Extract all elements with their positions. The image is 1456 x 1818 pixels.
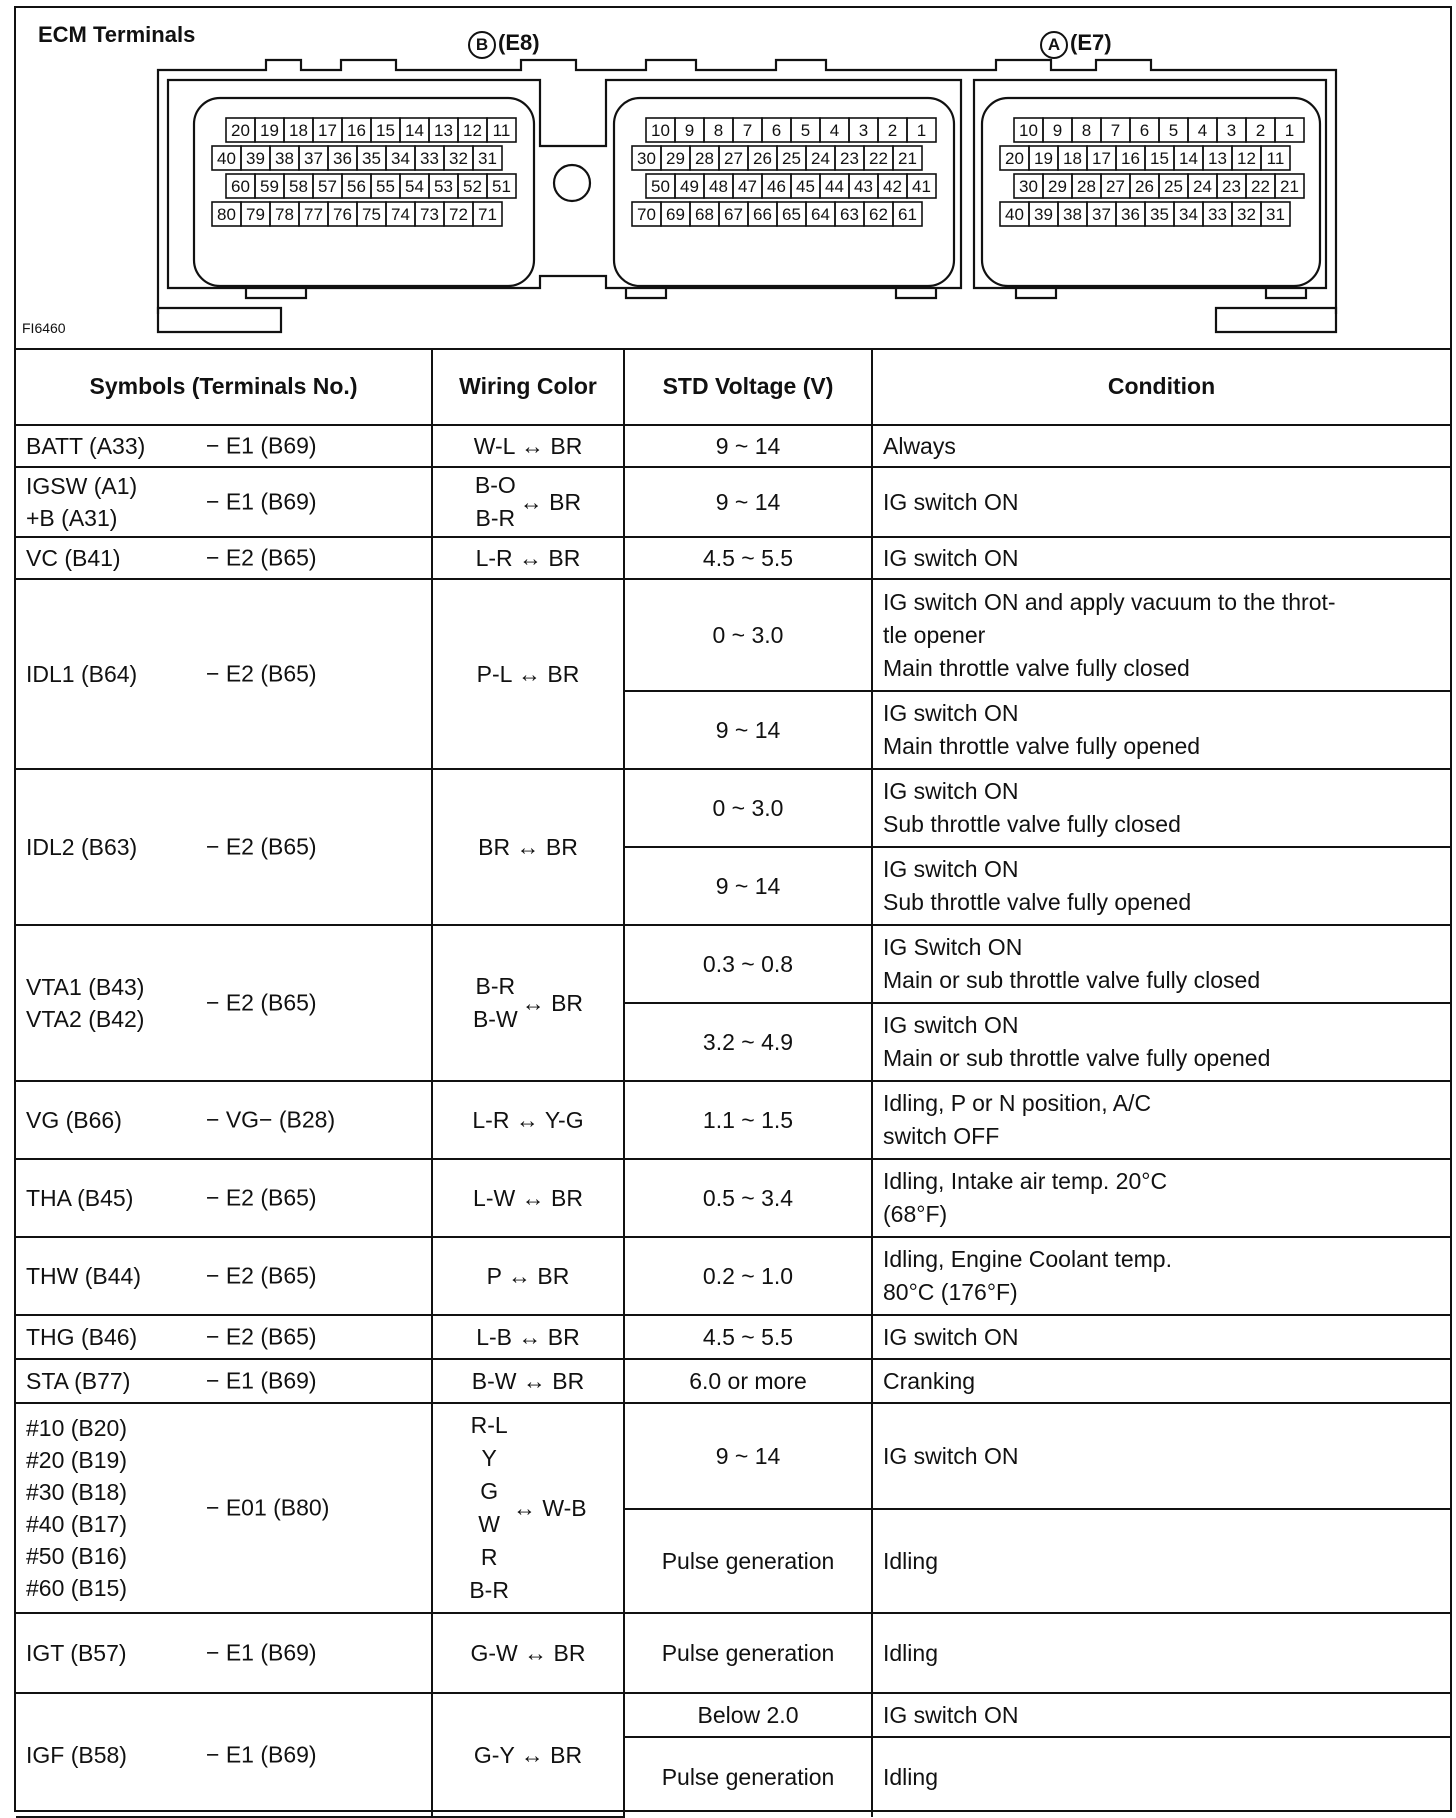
terminal-a: BATT (A33) xyxy=(26,433,146,459)
pin-label: 20 xyxy=(1005,149,1024,168)
terminal-b: − E1 (B69) xyxy=(206,1741,317,1768)
symbol-cell xyxy=(16,1159,432,1237)
voltage-cell: Below 2.0 xyxy=(624,1693,872,1737)
pin-label: 56 xyxy=(347,177,366,196)
condition-cell: Idling xyxy=(872,1509,1450,1613)
pin-label: 6 xyxy=(771,121,782,140)
voltage-cell: 1.1 ~ 1.5 xyxy=(624,1081,872,1159)
header-voltage: STD Voltage (V) xyxy=(624,348,872,425)
connector-b-code: (E8) xyxy=(498,30,540,55)
voltage-cell: 9 ~ 14 xyxy=(624,691,872,769)
connector-b-letter: B xyxy=(468,31,496,59)
table-row xyxy=(16,1693,1450,1737)
pin-label: 35 xyxy=(1150,205,1169,224)
pin-label: 74 xyxy=(391,205,410,224)
pin-label: 67 xyxy=(724,205,743,224)
wiring-cell xyxy=(432,467,624,537)
table-row xyxy=(16,1613,1450,1693)
terminal-a: IDL2 (B63) xyxy=(26,834,138,860)
table-header-row xyxy=(16,348,1450,425)
pin-label: 44 xyxy=(825,177,844,196)
wiring-cell: P-L ↔ BR xyxy=(432,579,624,769)
pin-label: 14 xyxy=(1179,149,1198,168)
voltage-cell: 9 ~ 14 xyxy=(624,467,872,537)
pin-label: 21 xyxy=(1280,177,1299,196)
wiring-cell: B-W ↔ BR xyxy=(432,1359,624,1403)
condition-cell: Cranking xyxy=(872,1359,1450,1403)
pin-label: 19 xyxy=(1034,149,1053,168)
condition-cell xyxy=(872,847,1450,925)
wire-color: B-R xyxy=(475,973,516,999)
wiring-cell xyxy=(432,1403,624,1613)
voltage-cell: 9 ~ 14 xyxy=(624,1403,872,1509)
pin-label: 61 xyxy=(898,205,917,224)
pin-label: 33 xyxy=(1208,205,1227,224)
condition-line: Main throttle valve fully closed xyxy=(883,654,1190,681)
condition-cell: IG switch ON xyxy=(872,1693,1450,1737)
condition-cell xyxy=(872,769,1450,847)
pin-label: 25 xyxy=(1164,177,1183,196)
pin-label: 1 xyxy=(1284,121,1295,140)
pin-label: 10 xyxy=(1019,121,1038,140)
table-row xyxy=(16,769,1450,847)
condition-cell xyxy=(872,1081,1450,1159)
terminal-b: − E2 (B65) xyxy=(206,544,317,571)
pin-label: 59 xyxy=(260,177,279,196)
pin-label: 52 xyxy=(463,177,482,196)
wiring-cell: G-Y ↔ BR xyxy=(432,1693,624,1817)
condition-line: IG Switch ON xyxy=(883,934,1023,960)
pin-label: 19 xyxy=(260,121,279,140)
pin-label: 38 xyxy=(1063,205,1082,224)
table-row xyxy=(16,1081,1450,1159)
terminal-a: #40 (B17) xyxy=(26,1511,128,1537)
terminal-a: IDL1 (B64) xyxy=(26,661,138,687)
pin-label: 54 xyxy=(405,177,424,196)
condition-line: tle opener xyxy=(883,621,986,648)
terminal-a: IGT (B57) xyxy=(26,1640,127,1666)
wire-color: W xyxy=(478,1511,501,1537)
table-row xyxy=(16,1403,1450,1509)
pin-label: 75 xyxy=(362,205,381,224)
pin-label: 31 xyxy=(1266,205,1285,224)
condition-line: IG switch ON xyxy=(883,700,1019,726)
pin-label: 32 xyxy=(449,149,468,168)
pin-label: 13 xyxy=(1208,149,1227,168)
pin-label: 7 xyxy=(742,121,753,140)
pin-label: 34 xyxy=(1179,205,1198,224)
document-frame xyxy=(14,6,1452,1812)
pin-label: 20 xyxy=(231,121,250,140)
symbol-cell xyxy=(16,467,432,537)
table-row xyxy=(16,467,1450,537)
pin-label: 55 xyxy=(376,177,395,196)
symbol-cell xyxy=(16,425,432,467)
pin-label: 9 xyxy=(684,121,695,140)
table-row xyxy=(16,1359,1450,1403)
pin-label: 77 xyxy=(304,205,323,224)
condition-cell xyxy=(872,1159,1450,1237)
pin-label: 53 xyxy=(434,177,453,196)
pin-label: 16 xyxy=(1121,149,1140,168)
wiring-cell: BR ↔ BR xyxy=(432,769,624,925)
pin-label: 24 xyxy=(1193,177,1212,196)
pin-label: 71 xyxy=(478,205,497,224)
condition-cell: IG switch ON xyxy=(872,467,1450,537)
pin-label: 2 xyxy=(1255,121,1266,140)
connector-a-letter: A xyxy=(1040,31,1068,59)
pin-label: 9 xyxy=(1052,121,1063,140)
wiring-cell: L-R ↔ BR xyxy=(432,537,624,579)
wiring-cell: L-B ↔ BR xyxy=(432,1315,624,1359)
condition-line: Sub throttle valve fully opened xyxy=(883,889,1192,915)
wire-color: G xyxy=(480,1478,499,1504)
terminal-b: − E2 (B65) xyxy=(206,989,317,1016)
pin-label: 6 xyxy=(1139,121,1150,140)
pin-label: 34 xyxy=(391,149,410,168)
pin-label: 43 xyxy=(854,177,873,196)
voltage-cell: Pulse generation xyxy=(624,1613,872,1693)
table-row xyxy=(16,1159,1450,1237)
terminal-b: − E01 (B80) xyxy=(206,1494,330,1521)
pin-label: 35 xyxy=(362,149,381,168)
condition-cell: IG switch ON xyxy=(872,537,1450,579)
pins-b-left xyxy=(212,118,516,226)
header-condition: Condition xyxy=(872,348,1450,425)
condition-line: IG switch ON xyxy=(883,1012,1019,1038)
pin-label: 28 xyxy=(1077,177,1096,196)
pin-label: 22 xyxy=(869,149,888,168)
symbol-cell xyxy=(16,1403,432,1613)
pin-label: 45 xyxy=(796,177,815,196)
pin-label: 36 xyxy=(333,149,352,168)
voltage-cell: 3.2 ~ 4.9 xyxy=(624,1003,872,1081)
condition-cell xyxy=(872,579,1450,691)
pin-label: 38 xyxy=(275,149,294,168)
pin-label: 25 xyxy=(782,149,801,168)
wire-color: R-L xyxy=(470,1412,508,1438)
pin-label: 47 xyxy=(738,177,757,196)
pin-label: 40 xyxy=(217,149,236,168)
pin-label: 23 xyxy=(1222,177,1241,196)
pin-label: 73 xyxy=(420,205,439,224)
terminal-b: − E1 (B69) xyxy=(206,432,317,459)
voltage-cell: 0 ~ 3.0 xyxy=(624,769,872,847)
ecm-connector-drawing xyxy=(16,8,1450,348)
pin-label: 69 xyxy=(666,205,685,224)
wire-color: B-W xyxy=(472,1006,518,1032)
wire-color: B-R xyxy=(469,1577,509,1603)
figure-id: FI6460 xyxy=(22,320,66,336)
pin-label: 37 xyxy=(304,149,323,168)
voltage-cell: 0 ~ 3.0 xyxy=(624,579,872,691)
pin-label: 80 xyxy=(217,205,236,224)
symbol-cell xyxy=(16,579,432,769)
condition-cell: IG switch ON xyxy=(872,1403,1450,1509)
terminal-spec-table xyxy=(16,348,1450,1818)
voltage-cell: 4.5 ~ 5.5 xyxy=(624,537,872,579)
condition-cell xyxy=(872,691,1450,769)
pin-label: 76 xyxy=(333,205,352,224)
pin-label: 30 xyxy=(1019,177,1038,196)
condition-cell: Idling xyxy=(872,1737,1450,1817)
pin-label: 51 xyxy=(492,177,511,196)
pin-label: 16 xyxy=(347,121,366,140)
pin-label: 29 xyxy=(1048,177,1067,196)
wire-color: B-R xyxy=(475,505,516,531)
symbol-cell xyxy=(16,1081,432,1159)
wiring-cell: L-W ↔ BR xyxy=(432,1159,624,1237)
terminal-b: − VG− (B28) xyxy=(206,1106,336,1133)
pin-label: 37 xyxy=(1092,205,1111,224)
table-row xyxy=(16,425,1450,467)
pins-a xyxy=(1000,118,1304,226)
symbol-cell xyxy=(16,537,432,579)
pin-label: 68 xyxy=(695,205,714,224)
pin-label: 23 xyxy=(840,149,859,168)
connector-a-code: (E7) xyxy=(1070,30,1112,55)
condition-line: 80°C (176°F) xyxy=(883,1279,1018,1305)
voltage-cell: 9 ~ 14 xyxy=(624,847,872,925)
pin-label: 15 xyxy=(376,121,395,140)
pin-label: 4 xyxy=(829,121,840,140)
voltage-cell: 4.5 ~ 5.5 xyxy=(624,1315,872,1359)
pin-label: 72 xyxy=(449,205,468,224)
condition-line: IG switch ON xyxy=(883,856,1019,882)
table-row xyxy=(16,925,1450,1003)
pin-label: 58 xyxy=(289,177,308,196)
wire-ground: ↔ BR xyxy=(521,990,584,1016)
pin-label: 31 xyxy=(478,149,497,168)
voltage-cell: 9 ~ 14 xyxy=(624,425,872,467)
symbol-cell xyxy=(16,1237,432,1315)
condition-line: Idling, Intake air temp. 20°C xyxy=(883,1168,1168,1194)
wire-color: B-O xyxy=(474,472,516,498)
pin-label: 18 xyxy=(1063,149,1082,168)
condition-line: switch OFF xyxy=(883,1123,1000,1149)
terminal-b: − E1 (B69) xyxy=(206,1639,317,1666)
terminal-a: #60 (B15) xyxy=(26,1575,128,1601)
terminal-b: − E2 (B65) xyxy=(206,1323,317,1350)
voltage-cell: 0.3 ~ 0.8 xyxy=(624,925,872,1003)
wire-ground: ↔ BR xyxy=(519,489,582,515)
pin-label: 11 xyxy=(492,121,511,140)
condition-cell: IG switch ON xyxy=(872,1315,1450,1359)
condition-line: Idling, Engine Coolant temp. xyxy=(883,1246,1172,1272)
diagram-title: ECM Terminals xyxy=(38,22,196,47)
pin-label: 70 xyxy=(637,205,656,224)
pin-label: 46 xyxy=(767,177,786,196)
pin-label: 22 xyxy=(1251,177,1270,196)
pin-label: 15 xyxy=(1150,149,1169,168)
symbol-cell xyxy=(16,925,432,1081)
header-symbols: Symbols (Terminals No.) xyxy=(16,348,432,425)
terminal-b: − E1 (B69) xyxy=(206,488,317,515)
pin-label: 3 xyxy=(1226,121,1237,140)
pin-label: 57 xyxy=(318,177,337,196)
pin-label: 10 xyxy=(651,121,670,140)
terminal-a: VG (B66) xyxy=(26,1107,122,1133)
terminal-a: STA (B77) xyxy=(26,1368,131,1394)
pin-label: 33 xyxy=(420,149,439,168)
table-row xyxy=(16,1315,1450,1359)
terminal-a: THG (B46) xyxy=(26,1324,138,1350)
pin-label: 79 xyxy=(246,205,265,224)
pin-label: 8 xyxy=(713,121,724,140)
pin-label: 1 xyxy=(916,121,927,140)
pin-label: 64 xyxy=(811,205,830,224)
voltage-cell: Pulse generation xyxy=(624,1509,872,1613)
pin-label: 2 xyxy=(887,121,898,140)
symbol-cell xyxy=(16,1613,432,1693)
pin-label: 42 xyxy=(883,177,902,196)
terminal-a: #20 (B19) xyxy=(26,1447,128,1473)
pin-label: 62 xyxy=(869,205,888,224)
pin-label: 66 xyxy=(753,205,772,224)
terminal-b: − E2 (B65) xyxy=(206,833,317,860)
pin-label: 39 xyxy=(246,149,265,168)
condition-cell: Always xyxy=(872,425,1450,467)
terminal-b: − E1 (B69) xyxy=(206,1367,317,1394)
wiring-cell: L-R ↔ Y-G xyxy=(432,1081,624,1159)
pin-label: 13 xyxy=(434,121,453,140)
wire-ground: ↔ W-B xyxy=(512,1495,587,1521)
table-row xyxy=(16,1237,1450,1315)
condition-cell xyxy=(872,1003,1450,1081)
terminal-a: +B (A31) xyxy=(26,505,118,531)
condition-line: Main throttle valve fully opened xyxy=(883,733,1201,759)
symbol-cell xyxy=(16,1315,432,1359)
pin-label: 21 xyxy=(898,149,917,168)
pin-label: 12 xyxy=(1237,149,1256,168)
pin-label: 4 xyxy=(1197,121,1208,140)
terminal-a: VC (B41) xyxy=(26,545,121,571)
condition-line: IG switch ON xyxy=(883,778,1019,804)
pin-label: 65 xyxy=(782,205,801,224)
pin-label: 78 xyxy=(275,205,294,224)
voltage-cell: 0.2 ~ 1.0 xyxy=(624,1237,872,1315)
condition-line: Main or sub throttle valve fully closed xyxy=(883,967,1261,993)
terminal-a: VTA2 (B42) xyxy=(26,1006,145,1032)
terminal-a: IGSW (A1) xyxy=(26,473,138,499)
voltage-cell: Pulse generation xyxy=(624,1737,872,1817)
condition-cell xyxy=(872,1237,1450,1315)
pin-label: 49 xyxy=(680,177,699,196)
pin-label: 39 xyxy=(1034,205,1053,224)
header-wiring: Wiring Color xyxy=(432,348,624,425)
pin-label: 14 xyxy=(405,121,424,140)
condition-cell xyxy=(872,925,1450,1003)
terminal-a: #30 (B18) xyxy=(26,1479,128,1505)
terminal-b: − E2 (B65) xyxy=(206,660,317,687)
voltage-cell: 0.5 ~ 3.4 xyxy=(624,1159,872,1237)
pin-label: 48 xyxy=(709,177,728,196)
voltage-cell: 6.0 or more xyxy=(624,1359,872,1403)
wiring-cell: G-W ↔ BR xyxy=(432,1613,624,1693)
symbol-cell xyxy=(16,1693,432,1817)
pin-label: 29 xyxy=(666,149,685,168)
pins-b-right xyxy=(632,118,936,226)
wiring-cell: P ↔ BR xyxy=(432,1237,624,1315)
terminal-a: #50 (B16) xyxy=(26,1543,128,1569)
condition-line: Sub throttle valve fully closed xyxy=(883,811,1181,837)
pin-label: 17 xyxy=(318,121,337,140)
condition-line: (68°F) xyxy=(883,1201,948,1227)
pin-label: 3 xyxy=(858,121,869,140)
pin-label: 63 xyxy=(840,205,859,224)
terminal-b: − E2 (B65) xyxy=(206,1184,317,1211)
condition-line: Main or sub throttle valve fully opened xyxy=(883,1045,1271,1071)
pin-label: 24 xyxy=(811,149,830,168)
pin-label: 12 xyxy=(463,121,482,140)
pin-label: 5 xyxy=(800,121,811,140)
pin-label: 27 xyxy=(724,149,743,168)
pin-label: 18 xyxy=(289,121,308,140)
pin-label: 8 xyxy=(1081,121,1092,140)
symbol-cell xyxy=(16,769,432,925)
terminal-a: VTA1 (B43) xyxy=(26,974,145,1000)
pin-label: 50 xyxy=(651,177,670,196)
wiring-cell: W-L ↔ BR xyxy=(432,425,624,467)
pin-label: 41 xyxy=(912,177,931,196)
terminal-a: THW (B44) xyxy=(26,1263,141,1289)
pin-label: 40 xyxy=(1005,205,1024,224)
condition-line: Idling, P or N position, A/C xyxy=(883,1090,1152,1116)
wire-color: R xyxy=(480,1544,498,1570)
wiring-cell xyxy=(432,925,624,1081)
pin-label: 7 xyxy=(1110,121,1121,140)
pin-label: 60 xyxy=(231,177,250,196)
symbol-cell xyxy=(16,1359,432,1403)
pin-label: 17 xyxy=(1092,149,1111,168)
condition-cell: Idling xyxy=(872,1613,1450,1693)
terminal-b: − E2 (B65) xyxy=(206,1262,317,1289)
pin-label: 26 xyxy=(753,149,772,168)
pin-label: 32 xyxy=(1237,205,1256,224)
pin-label: 26 xyxy=(1135,177,1154,196)
pin-label: 27 xyxy=(1106,177,1125,196)
terminal-a: IGF (B58) xyxy=(26,1742,127,1768)
terminal-a: #10 (B20) xyxy=(26,1415,128,1441)
pin-label: 11 xyxy=(1266,149,1285,168)
ecm-terminal-diagram xyxy=(16,8,1450,350)
pin-label: 36 xyxy=(1121,205,1140,224)
terminal-a: THA (B45) xyxy=(26,1185,134,1211)
pin-label: 28 xyxy=(695,149,714,168)
pin-label: 5 xyxy=(1168,121,1179,140)
wire-color: Y xyxy=(481,1445,497,1471)
condition-line: IG switch ON and apply vacuum to the throt- xyxy=(883,588,1336,615)
table-row xyxy=(16,537,1450,579)
pin-label: 30 xyxy=(637,149,656,168)
table-row xyxy=(16,579,1450,691)
